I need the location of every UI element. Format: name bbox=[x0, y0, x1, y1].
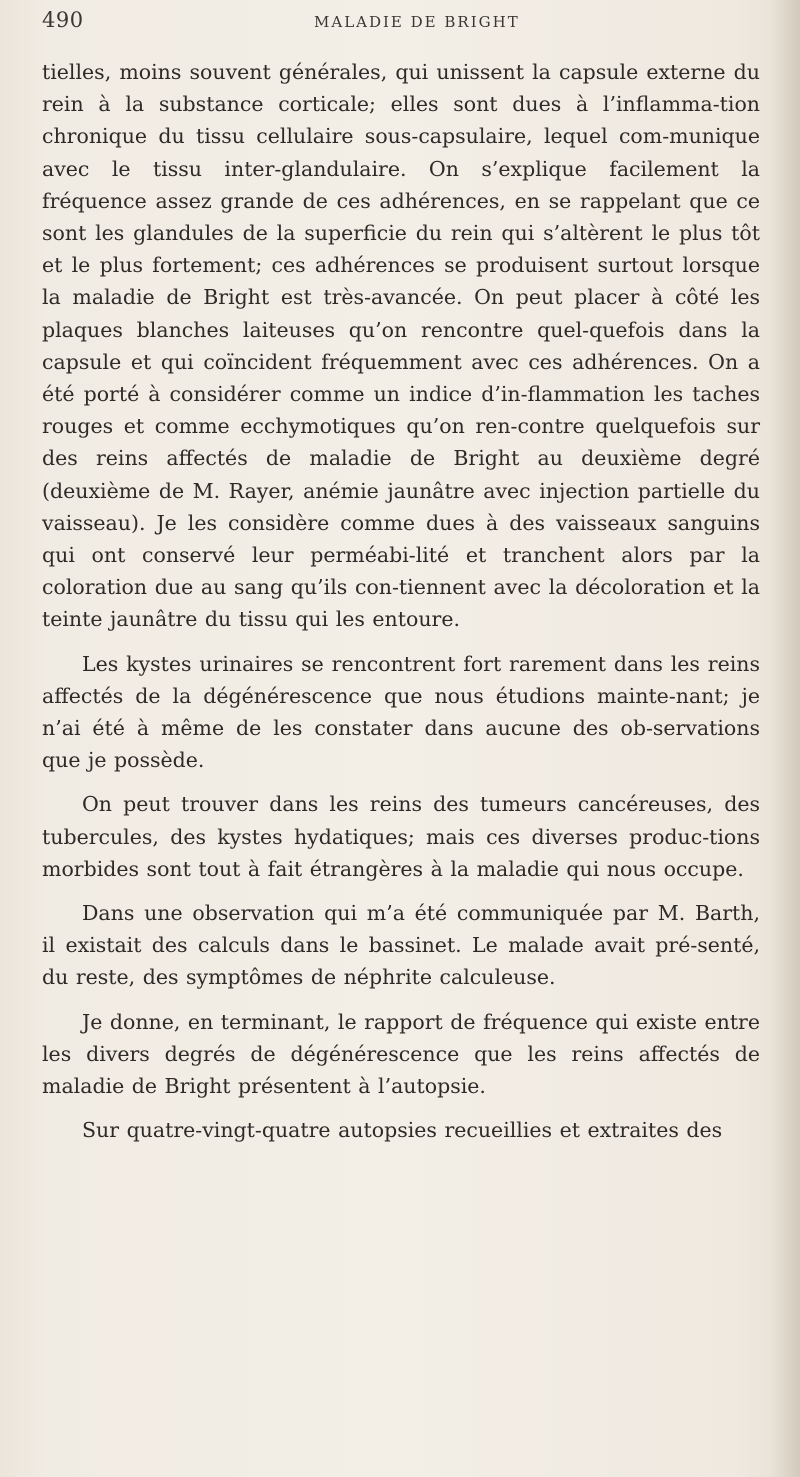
page-number: 490 bbox=[42, 8, 84, 32]
page-edge-shadow bbox=[770, 0, 800, 1477]
paragraph-6: Sur quatre-vingt-quatre autopsies recueillies et extraites des bbox=[82, 1118, 723, 1143]
paragraph-4: Dans une observation qui m’a été communiquée par M. Barth, il existait des calculs dans le bassinet. Le malade avait pré-senté, du reste, des symptômes de néphrite calculeuse. bbox=[42, 901, 760, 990]
running-head bbox=[42, 8, 760, 48]
running-title: MALADIE DE BRIGHT bbox=[314, 13, 520, 31]
body-text bbox=[42, 56, 760, 1159]
paragraph-2: Les kystes urinaires se rencontrent fort rarement dans les reins affectés de la dégénérescence que nous étudions mainte-nant; je n’ai été à même de les constater dans aucune des ob-servations que je possède. bbox=[42, 651, 760, 773]
paragraph-1: tielles, moins souvent générales, qui unissent la capsule externe du rein à la substance corticale; elles sont dues à l’inflamma-tion chronique du tissu cellulaire sous-capsulaire, lequel com-munique avec le tissu inter-glandulaire. On s’explique facilement la fréquence assez grande de ces adhérences, en se rappelant que ce sont les glandules de la superficie du rein qui s’altèrent le plus tôt et le plus fortement; ces adhérences se produisent surtout lorsque la maladie de Bright est très-avancée. On peut placer à côté les plaques blanches laiteuses qu’on rencontre quel-quefois dans la capsule et qui coïncident fréquemment avec ces adhérences. On a été porté à considérer comme un indice d’in-flammation les taches rouges et comme ecchymotiques qu’on ren-contre quelquefois sur des reins affectés de maladie de Bright au deuxième degré (deuxième de M. Rayer, anémie jaunâtre avec injection partielle du vaisseau). Je les considère comme dues à des vaisseaux sanguins qui ont conservé leur perméabi-lité et tranchent alors par la coloration due au sang qu’ils con-tiennent avec la décoloration et la teinte jaunâtre du tissu qui les entoure. bbox=[42, 60, 760, 632]
paragraph-5: Je donne, en terminant, le rapport de fréquence qui existe entre les divers degrés de dégénérescence que les reins affectés de maladie de Bright présentent à l’autopsie. bbox=[42, 1009, 760, 1099]
paragraph-3: On peut trouver dans les reins des tumeurs cancéreuses, des tubercules, des kystes hydatiques; mais ces diverses produc-tions morbides sont tout à fait étrangères à la maladie qui nous occupe. bbox=[42, 792, 760, 881]
